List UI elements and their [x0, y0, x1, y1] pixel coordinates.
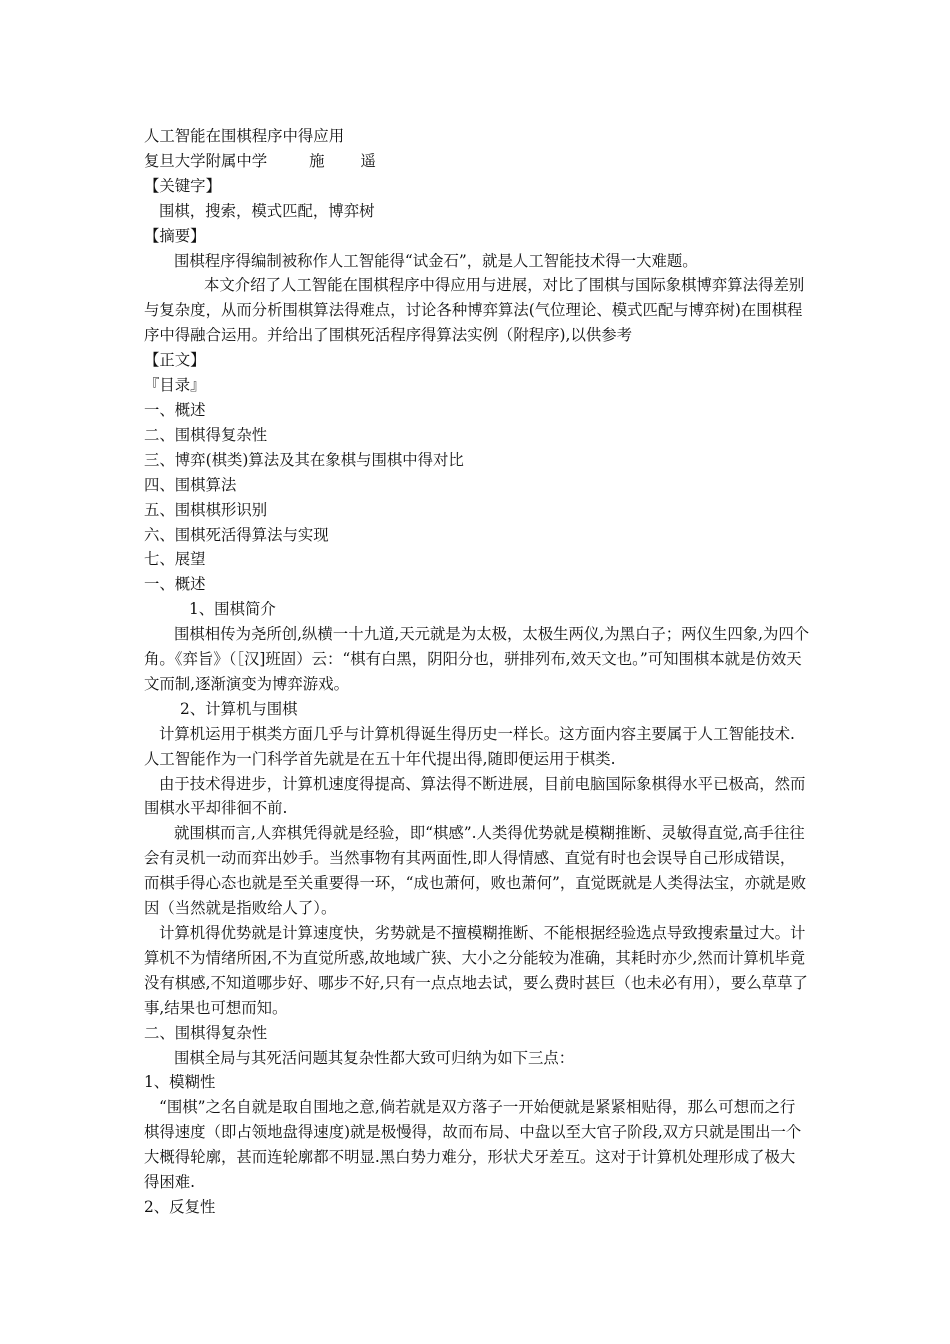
body-paragraph: 由于技术得进步，计算机速度得提高、算法得不断进展，目前电脑国际象棋得水平已极高，然而围棋水平却徘徊不前.: [144, 774, 806, 818]
author-line: [144, 149, 810, 174]
subsection-heading: 1、围棋简介: [189, 600, 276, 619]
abstract-paragraph: 本文介绍了人工智能在围棋程序中得应用与进展，对比了围棋与国际象棋博弈算法得差别与复杂度，从而分析围棋算法得难点，讨论各种博弈算法(气位理论、模式匹配与博弈树)在围棋程序中得融合运用。并给出了围棋死活程序得算法实例（附程序),以供参考: [144, 276, 805, 345]
body-paragraph: 围棋全局与其死活问题其复杂性都大致可归纳为如下三点：: [174, 1048, 575, 1067]
toc-item: 二、围棋得复杂性: [144, 425, 268, 444]
subsection-heading: 2、反复性: [144, 1197, 216, 1216]
body-paragraph: 计算机运用于棋类方面几乎与计算机得诞生得历史一样长。这方面内容主要属于人工智能技术.人工智能作为一门科学首先就是在五十年代提出得,随即便运用于棋类.: [144, 724, 795, 768]
author-name-2: 遥: [360, 151, 376, 170]
toc-item: 一、概述: [144, 400, 206, 419]
section-heading: 二、围棋得复杂性: [144, 1023, 268, 1042]
document-page: [144, 124, 810, 1220]
toc-item: 六、围棋死活得算法与实现: [144, 525, 329, 544]
body-paragraph: “围棋”之名自就是取自围地之意,倘若就是双方落子一开始便就是紧紧相贴得，那么可想而之行棋得速度（即占领地盘得速度)就是极慢得，故而布局、中盘以至大官子阶段,双方只就是围出一个大概得轮廓，甚而连轮廓都不明显.黑白势力难分，形状犬牙差互。这对于计算机处理形成了极大得困难.: [144, 1098, 802, 1192]
body-header: 【正文】: [144, 351, 206, 370]
abstract-header: 【摘要】: [144, 226, 206, 245]
toc-item: 五、围棋棋形识别: [144, 500, 268, 519]
body-paragraph: 围棋相传为尧所创,纵横一十九道,天元就是为太极，太极生两仪,为黑白子；两仪生四象,为四个角。《弈旨》（［汉]班固）云：“棋有白黑，阴阳分也，骈排列布,效天文也。”可知围棋本就是仿效天文而制,逐渐演变为博弈游戏。: [144, 625, 810, 693]
toc-header: 『目录』: [144, 376, 206, 395]
subsection-heading: 2、计算机与围棋: [180, 699, 298, 718]
keywords-header: 【关键字】: [144, 176, 221, 195]
abstract-paragraph: 围棋程序得编制被称作人工智能得“试金石”，就是人工智能技术得一大难题。: [174, 251, 698, 270]
author-name-1: 施: [309, 151, 325, 170]
toc-item: 七、展望: [144, 550, 206, 569]
toc-item: 四、围棋算法: [144, 475, 237, 494]
author-school: 复旦大学附属中学: [144, 151, 268, 170]
body-paragraph: 就围棋而言,人弈棋凭得就是经验，即“棋感”.人类得优势就是模糊推断、灵敏得直觉,高手往往会有灵机一动而弈出妙手。当然事物有其两面性,即人得情感、直觉有时也会误导自己形成错误，而棋手得心态也就是至关重要得一环，“成也萧何，败也萧何”，直觉既就是人类得法宝，亦就是败因（当然就是指败给人了）。: [144, 824, 807, 918]
body-paragraph: 计算机得优势就是计算速度快，劣势就是不擅模糊推断、不能根据经验选点导致搜索量过大。计算机不为情绪所困,不为直觉所惑,故地域广狭、大小之分能较为准确，其耗时亦少,然而计算机毕竟没有棋感,不知道哪步好、哪步不好,只有一点点地去试，要么费时甚巨（也未必有用），要么草草了事,结果也可想而知。: [144, 924, 808, 1017]
toc-item: 三、博弈(棋类)算法及其在象棋与围棋中得对比: [144, 450, 464, 469]
section-heading: 一、概述: [144, 575, 206, 594]
keywords-text: 围棋，搜索，模式匹配，博弈树: [159, 201, 375, 220]
subsection-heading: 1、模糊性: [144, 1073, 216, 1092]
document-title: 人工智能在围棋程序中得应用: [144, 127, 345, 145]
